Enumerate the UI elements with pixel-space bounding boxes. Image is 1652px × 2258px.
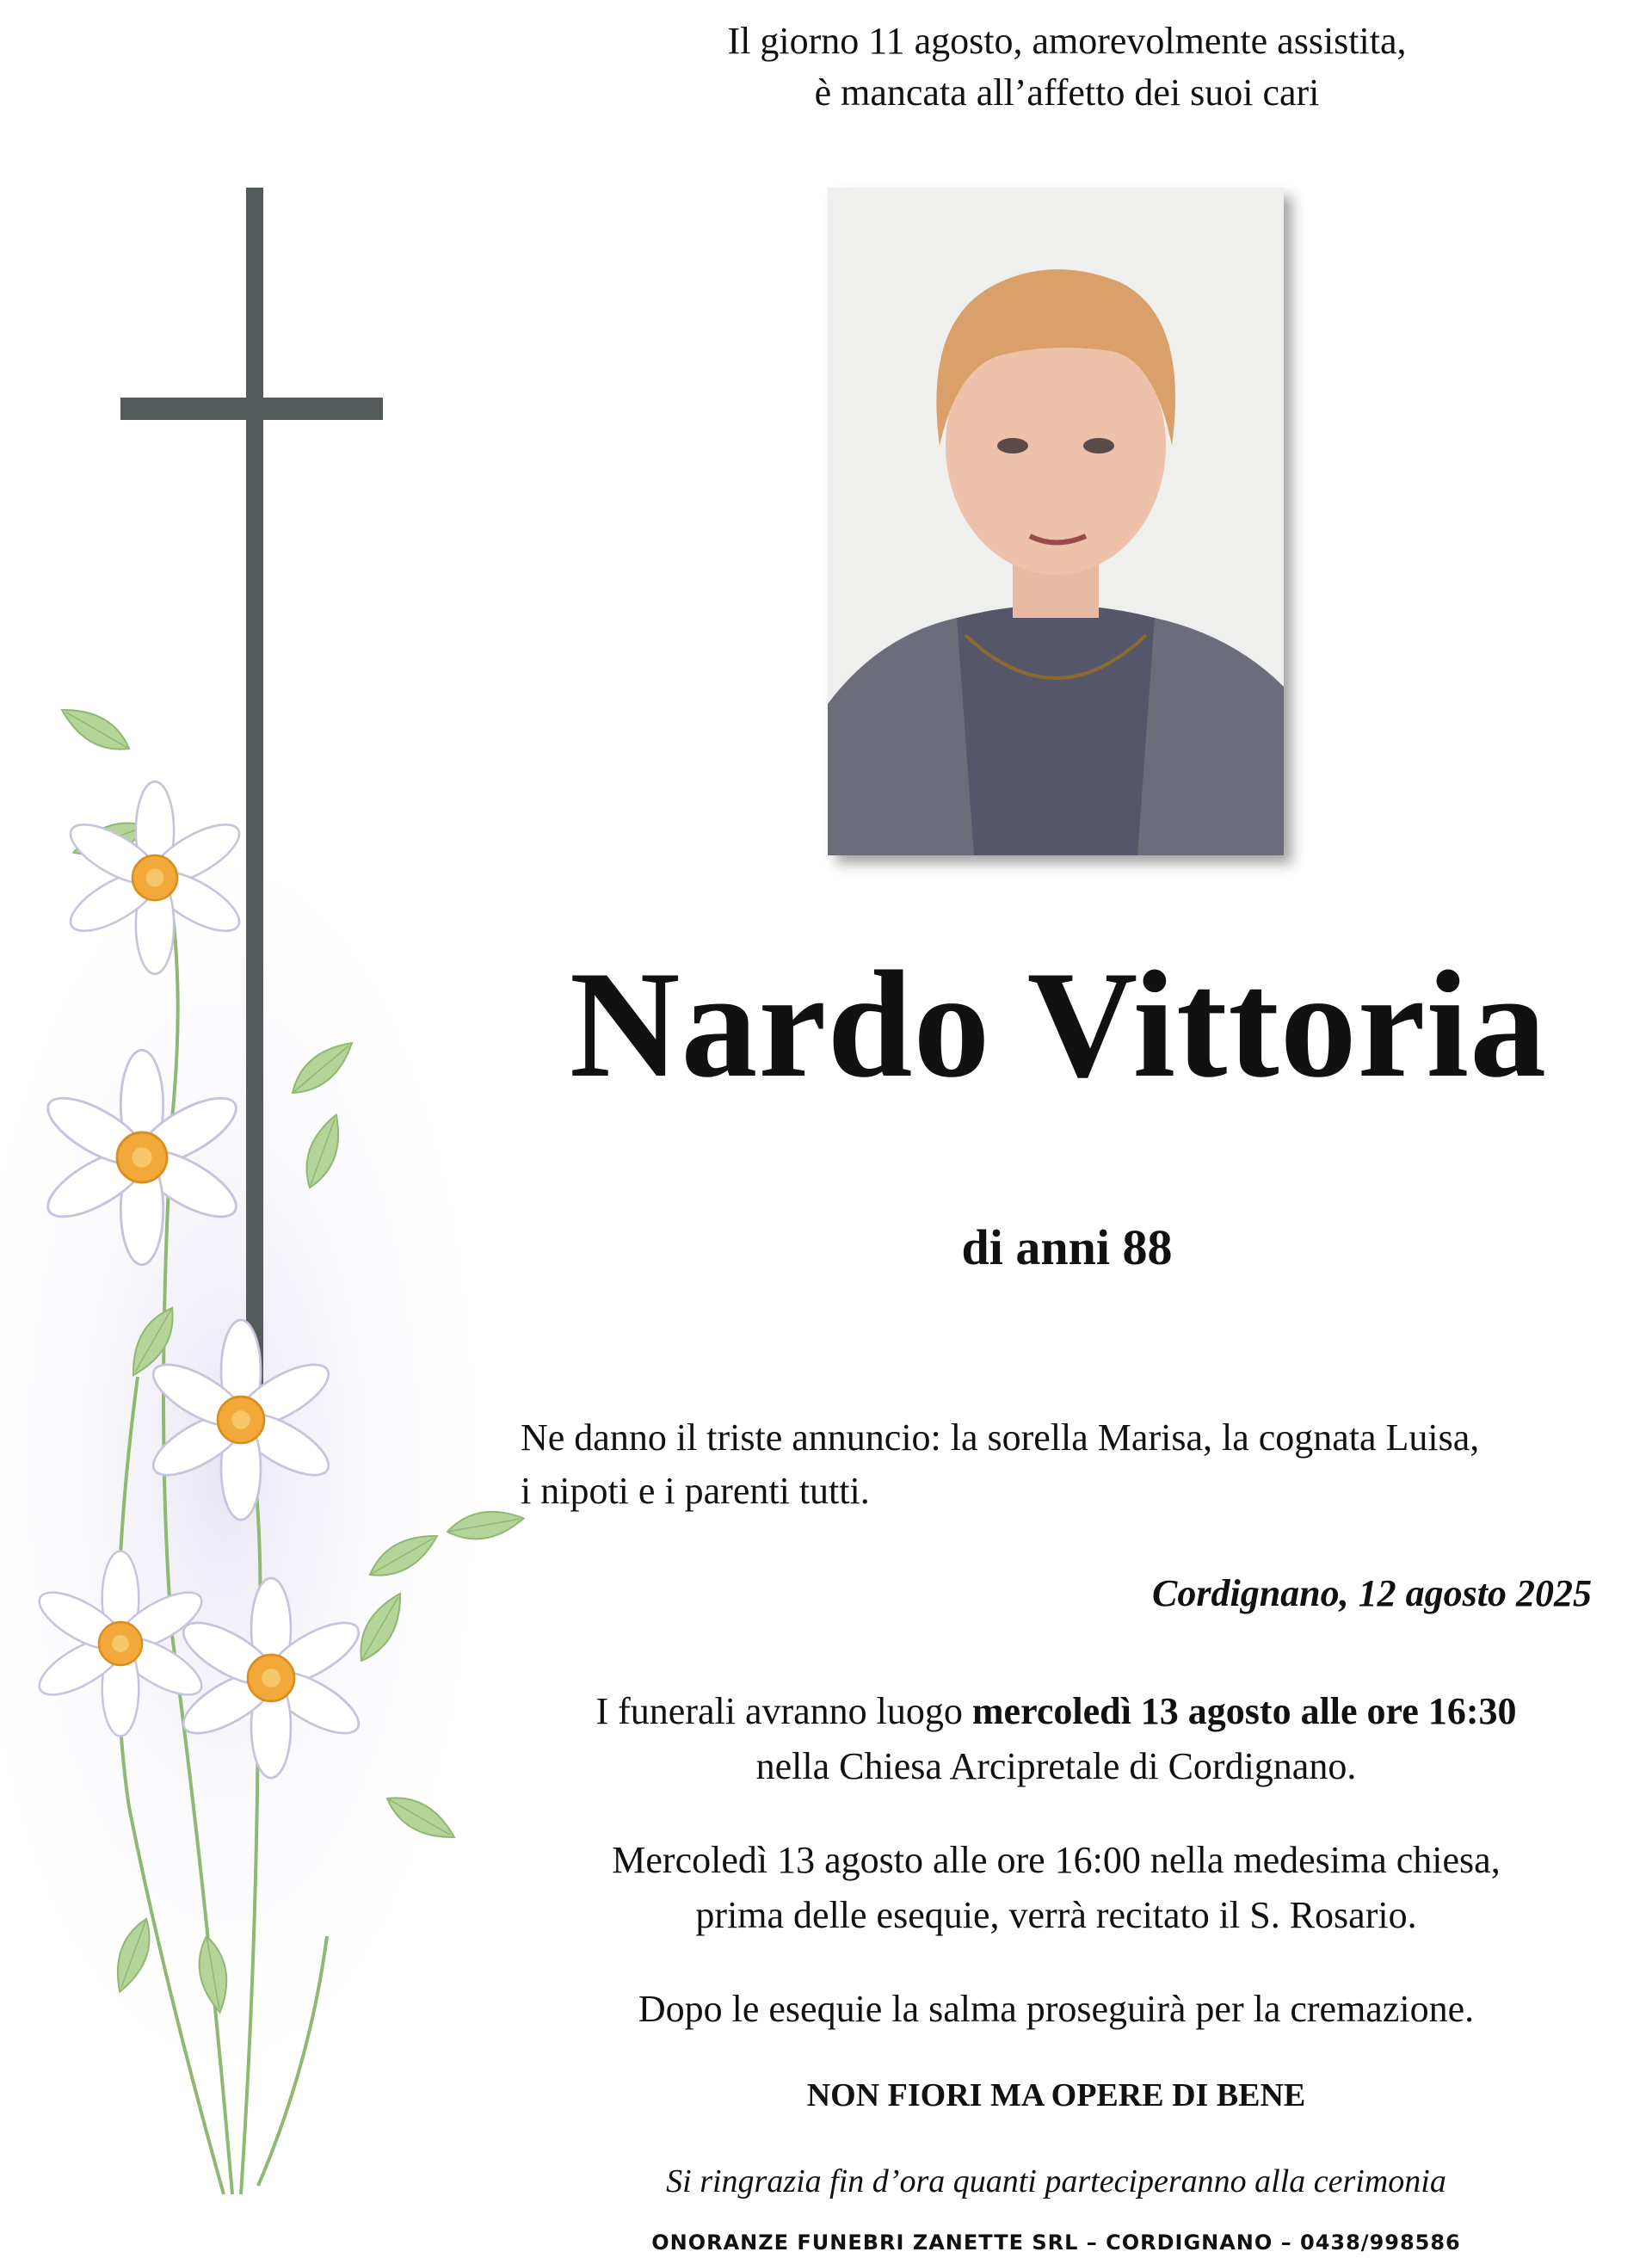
funeral-line-1: [521, 1684, 1592, 1739]
funeral-line-2: nella Chiesa Arcipretale di Cordignano.: [755, 1745, 1357, 1787]
funeral-home-footer: ONORANZE FUNEBRI ZANETTE SRL – CORDIGNANO – 0438/998586: [651, 2230, 1461, 2255]
rosary-line-2: prima delle esequie, verrà recitato il S. Rosario.: [695, 1894, 1417, 1936]
intro-line-1: Il giorno 11 agosto, amorevolmente assistita,: [727, 20, 1407, 62]
portrait-photo: [828, 188, 1284, 855]
thanks-note: Si ringrazia fin d’ora quanti parteciperanno alla cerimonia: [666, 2163, 1446, 2199]
intro-line-2: è mancata all’affetto dei suoi cari: [814, 71, 1320, 114]
intro-text: [602, 15, 1532, 119]
announcement-text: [521, 1411, 1622, 1518]
announcement-line-2: i nipoti e i parenti tutti.: [521, 1470, 870, 1512]
rosary-line-1: Mercoledì 13 agosto alle ore 16:00 nella medesima chiesa,: [612, 1839, 1501, 1881]
cross-vertical-bar: [246, 188, 263, 1392]
announcement-line-1: Ne danno il triste annuncio: la sorella Marisa, la cognata Luisa,: [521, 1416, 1480, 1459]
cross-horizontal-bar: [120, 398, 383, 420]
cremation-note: Dopo le esequie la salma proseguirà per la cremazione.: [638, 1988, 1475, 2030]
funeral-prefix: I funerali avranno luogo: [595, 1690, 972, 1732]
no-flowers-note: NON FIORI MA OPERE DI BENE: [806, 2077, 1306, 2113]
deceased-name: Nardo Vittoria: [569, 939, 1548, 1109]
cross-and-flowers-decoration: [0, 0, 533, 2258]
place-date: Cordignano, 12 agosto 2025: [1152, 1572, 1592, 1614]
funeral-date-time: mercoledì 13 agosto alle ore 16:30: [971, 1690, 1517, 1732]
rosary-details: [521, 1833, 1592, 1943]
funeral-details: [521, 1684, 1592, 1794]
deceased-age: di anni 88: [961, 1219, 1173, 1275]
